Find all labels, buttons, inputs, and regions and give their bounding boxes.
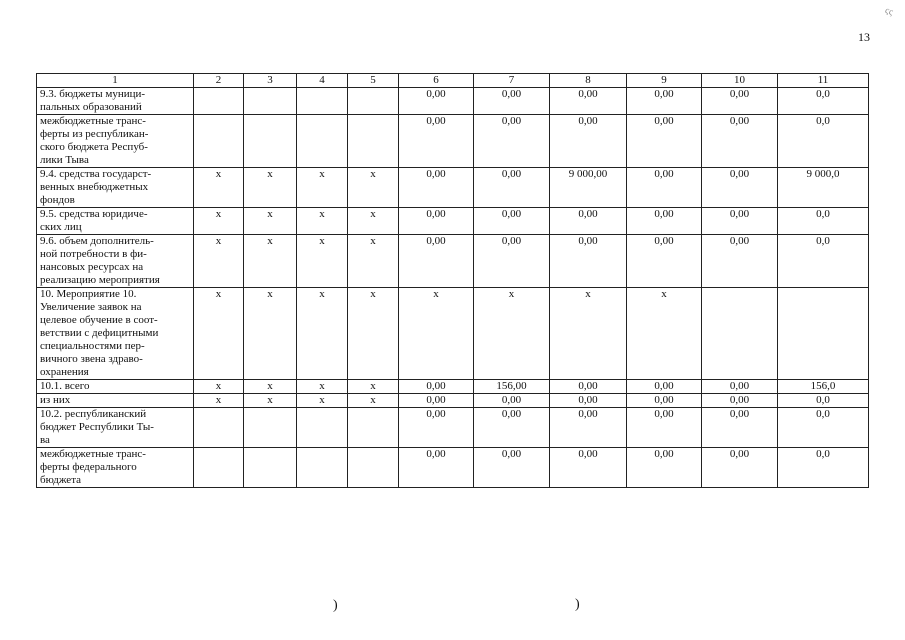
header-row — [37, 74, 869, 88]
table-cell: х — [244, 394, 297, 408]
column-header-6: 6 — [399, 74, 474, 88]
footer-mark-left: ) — [333, 598, 338, 613]
table-cell: 0,00 — [702, 208, 778, 235]
table-cell: 0,00 — [474, 408, 550, 448]
table-cell — [348, 115, 399, 168]
table-cell: 0,0 — [778, 208, 869, 235]
table-cell: 0,00 — [702, 408, 778, 448]
table-cell: 0,00 — [702, 168, 778, 208]
row-label: 10. Мероприятие 10. Увеличение заявок на целевое обучение в соот- ветствии с дефицитными специальностями пер- вичного звена здраво- охранения — [37, 288, 194, 380]
table-cell: х — [297, 235, 348, 288]
table-cell — [297, 448, 348, 488]
table-cell: 0,00 — [399, 235, 474, 288]
table-cell: х — [348, 394, 399, 408]
table-cell: х — [348, 380, 399, 394]
table-cell: 0,00 — [399, 448, 474, 488]
table-cell: 0,00 — [550, 88, 627, 115]
table-cell: х — [194, 235, 244, 288]
table-cell: 0,00 — [399, 208, 474, 235]
table-cell: 0,00 — [627, 394, 702, 408]
column-header-10: 10 — [702, 74, 778, 88]
table-cell: х — [399, 288, 474, 380]
table-cell — [297, 115, 348, 168]
row-label: межбюджетные транс- ферты из республикан- ского бюджета Респуб- лики Тыва — [37, 115, 194, 168]
column-header-8: 8 — [550, 74, 627, 88]
table-cell: 0,00 — [627, 380, 702, 394]
table-cell: 0,00 — [627, 448, 702, 488]
table-cell: 0,00 — [474, 208, 550, 235]
column-header-2: 2 — [194, 74, 244, 88]
table-cell: 0,00 — [474, 168, 550, 208]
table-cell: 9 000,0 — [778, 168, 869, 208]
table-cell: 0,00 — [550, 235, 627, 288]
table-cell: 0,00 — [702, 88, 778, 115]
table-cell: 0,00 — [550, 115, 627, 168]
table-cell — [702, 288, 778, 380]
table-cell — [778, 288, 869, 380]
table-cell: х — [297, 380, 348, 394]
table-cell: 0,00 — [474, 115, 550, 168]
table-cell: х — [474, 288, 550, 380]
table-cell: 0,0 — [778, 115, 869, 168]
column-header-1: 1 — [37, 74, 194, 88]
table-cell: 0,00 — [399, 408, 474, 448]
row-label: 10.2. республиканский бюджет Республики Ты- ва — [37, 408, 194, 448]
table-row — [37, 394, 869, 408]
table-cell: 0,00 — [550, 208, 627, 235]
table-row — [37, 448, 869, 488]
column-header-11: 11 — [778, 74, 869, 88]
column-header-5: 5 — [348, 74, 399, 88]
table-cell: х — [194, 394, 244, 408]
table-cell: 0,00 — [550, 408, 627, 448]
footer-mark-right: ) — [575, 597, 580, 612]
row-label: из них — [37, 394, 194, 408]
table-cell: х — [194, 168, 244, 208]
table-cell: 0,00 — [399, 380, 474, 394]
table-row — [37, 208, 869, 235]
table-cell: 0,00 — [702, 394, 778, 408]
table-row — [37, 408, 869, 448]
table-cell: 0,00 — [550, 380, 627, 394]
table-cell: х — [194, 208, 244, 235]
row-label: 10.1. всего — [37, 380, 194, 394]
table-cell — [244, 448, 297, 488]
budget-table — [36, 73, 869, 488]
column-header-7: 7 — [474, 74, 550, 88]
table-cell: х — [348, 168, 399, 208]
table-cell: 156,00 — [474, 380, 550, 394]
table-cell: 0,00 — [702, 448, 778, 488]
table-cell: х — [194, 288, 244, 380]
table-cell: х — [244, 208, 297, 235]
table-cell: х — [348, 235, 399, 288]
table-cell — [244, 88, 297, 115]
table-cell — [244, 408, 297, 448]
table-cell: х — [244, 168, 297, 208]
table-cell — [194, 408, 244, 448]
table-cell: 9 000,00 — [550, 168, 627, 208]
table-cell: 0,0 — [778, 408, 869, 448]
table-cell: х — [550, 288, 627, 380]
table-cell: 0,00 — [627, 208, 702, 235]
table-cell: 0,00 — [399, 168, 474, 208]
table-cell — [194, 88, 244, 115]
table-row — [37, 288, 869, 380]
table-cell: 0,00 — [474, 448, 550, 488]
table-cell: 156,0 — [778, 380, 869, 394]
table-cell: х — [297, 288, 348, 380]
table-cell: х — [244, 288, 297, 380]
table-cell: 0,00 — [627, 408, 702, 448]
table-row — [37, 235, 869, 288]
corner-mark: ςς — [883, 4, 895, 19]
table-cell: 0,0 — [778, 394, 869, 408]
table-cell: 0,00 — [702, 380, 778, 394]
table-cell: 0,00 — [474, 394, 550, 408]
table-cell: х — [297, 208, 348, 235]
table-body — [37, 88, 869, 488]
table-cell: х — [194, 380, 244, 394]
table-cell: 0,0 — [778, 88, 869, 115]
row-label: 9.3. бюджеты муници- пальных образований — [37, 88, 194, 115]
table-cell: х — [627, 288, 702, 380]
table-cell — [297, 88, 348, 115]
table-cell: 0,00 — [399, 394, 474, 408]
table-cell: 0,00 — [627, 115, 702, 168]
table-cell: 0,00 — [474, 235, 550, 288]
column-header-3: 3 — [244, 74, 297, 88]
table-cell — [348, 448, 399, 488]
table-cell — [348, 88, 399, 115]
table-cell — [348, 408, 399, 448]
table-cell: 0,00 — [627, 235, 702, 288]
row-label: 9.4. средства государст- венных внебюджетных фондов — [37, 168, 194, 208]
table-cell: 0,00 — [627, 168, 702, 208]
table-cell: 0,00 — [550, 448, 627, 488]
table-header — [37, 74, 869, 88]
table-cell: 0,00 — [702, 115, 778, 168]
table-cell: 0,00 — [399, 88, 474, 115]
table-cell: х — [348, 208, 399, 235]
table-cell: 0,00 — [702, 235, 778, 288]
table-cell: 0,00 — [627, 88, 702, 115]
table-cell: х — [297, 168, 348, 208]
table-cell — [297, 408, 348, 448]
table-row — [37, 88, 869, 115]
table-row — [37, 380, 869, 394]
row-label: межбюджетные транс- ферты федерального бюджета — [37, 448, 194, 488]
table-cell: 0,0 — [778, 448, 869, 488]
table-cell — [194, 115, 244, 168]
table-cell: х — [348, 288, 399, 380]
column-header-4: 4 — [297, 74, 348, 88]
table-cell: 0,0 — [778, 235, 869, 288]
table-row — [37, 168, 869, 208]
table-cell — [244, 115, 297, 168]
row-label: 9.5. средства юридиче- ских лиц — [37, 208, 194, 235]
row-label: 9.6. объем дополнитель- ной потребности в фи- нансовых ресурсах на реализацию мероприятия — [37, 235, 194, 288]
column-header-9: 9 — [627, 74, 702, 88]
table-cell: 0,00 — [399, 115, 474, 168]
table-cell: х — [244, 235, 297, 288]
table-cell — [194, 448, 244, 488]
table-cell: х — [297, 394, 348, 408]
table-cell: х — [244, 380, 297, 394]
table-cell: 0,00 — [474, 88, 550, 115]
table-row — [37, 115, 869, 168]
table-cell: 0,00 — [550, 394, 627, 408]
page-number: 13 — [858, 30, 870, 44]
